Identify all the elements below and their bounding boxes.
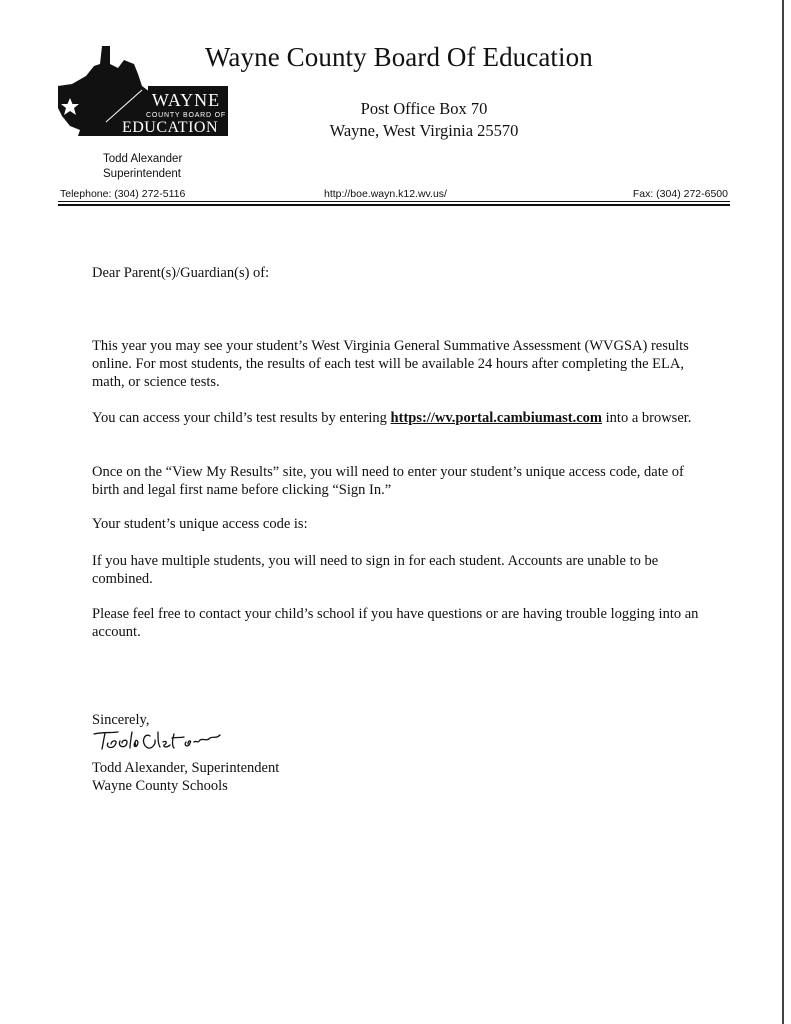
salutation-text: Dear Parent(s)/Guardian(s) of:	[92, 265, 270, 281]
paragraph-results-online	[92, 337, 702, 391]
handwritten-signature	[92, 728, 222, 754]
superintendent-title: Superintendent	[103, 168, 182, 180]
paragraph-access-code	[92, 515, 702, 533]
paragraph-contact-school	[92, 605, 702, 641]
closing-text: Sincerely,	[92, 712, 150, 728]
scan-edge-line	[782, 0, 784, 1024]
paragraph-2-after: into a browser.	[602, 410, 692, 426]
portal-link[interactable]: https://wv.portal.cambiumast.com	[390, 410, 603, 426]
paragraph-access-results	[92, 409, 702, 427]
signer-block	[92, 759, 702, 795]
superintendent-name: Todd Alexander	[103, 153, 183, 165]
paragraph-5-text: If you have multiple students, you will need to sign in for each student. Accounts are unable to be combined.	[92, 553, 659, 587]
org-name-heading: Wayne County Board Of Education	[205, 42, 593, 72]
signer-name-title: Todd Alexander, Superintendent	[92, 760, 280, 776]
header-divider-thick	[58, 204, 730, 206]
paragraph-1-text: This year you may see your student’s West Virginia General Summative Assessment (WVGSA) results online. For most students, the results of each test will be available 24 hours after completing the ELA, math, or science tests.	[92, 338, 689, 390]
telephone-number: Telephone: (304) 272-5116	[60, 188, 186, 200]
logo-text-wayne: WAYNE	[151, 90, 221, 110]
salutation	[92, 264, 702, 282]
mailing-address	[300, 98, 548, 142]
paragraph-sign-in-instructions	[92, 463, 702, 499]
paragraph-4-text: Your student’s unique access code is:	[92, 516, 308, 532]
fax-number: Fax: (304) 272-6500	[632, 188, 728, 200]
paragraph-multiple-students	[92, 552, 702, 588]
superintendent-block	[103, 152, 182, 182]
logo-text-education: EDUCATION	[121, 119, 219, 136]
signer-organization: Wayne County Schools	[92, 778, 228, 794]
logo-text-county-board: COUNTY BOARD OF	[146, 112, 226, 119]
paragraph-6-text: Please feel free to contact your child’s school if you have questions or are having trouble logging into an account.	[92, 606, 699, 640]
address-line-2: Wayne, West Virginia 25570	[329, 121, 519, 140]
paragraph-3-text: Once on the “View My Results” site, you will need to enter your student’s unique access code, date of birth and legal first name before clicking “Sign In.”	[92, 464, 684, 498]
closing	[92, 711, 702, 729]
paragraph-2-text	[92, 409, 702, 427]
header-divider-thin	[58, 201, 730, 202]
website-url: http://boe.wayn.k12.wv.us/	[324, 188, 447, 200]
paragraph-2-before: You can access your child’s test results by entering	[92, 410, 391, 426]
address-line-1: Post Office Box 70	[360, 99, 488, 118]
